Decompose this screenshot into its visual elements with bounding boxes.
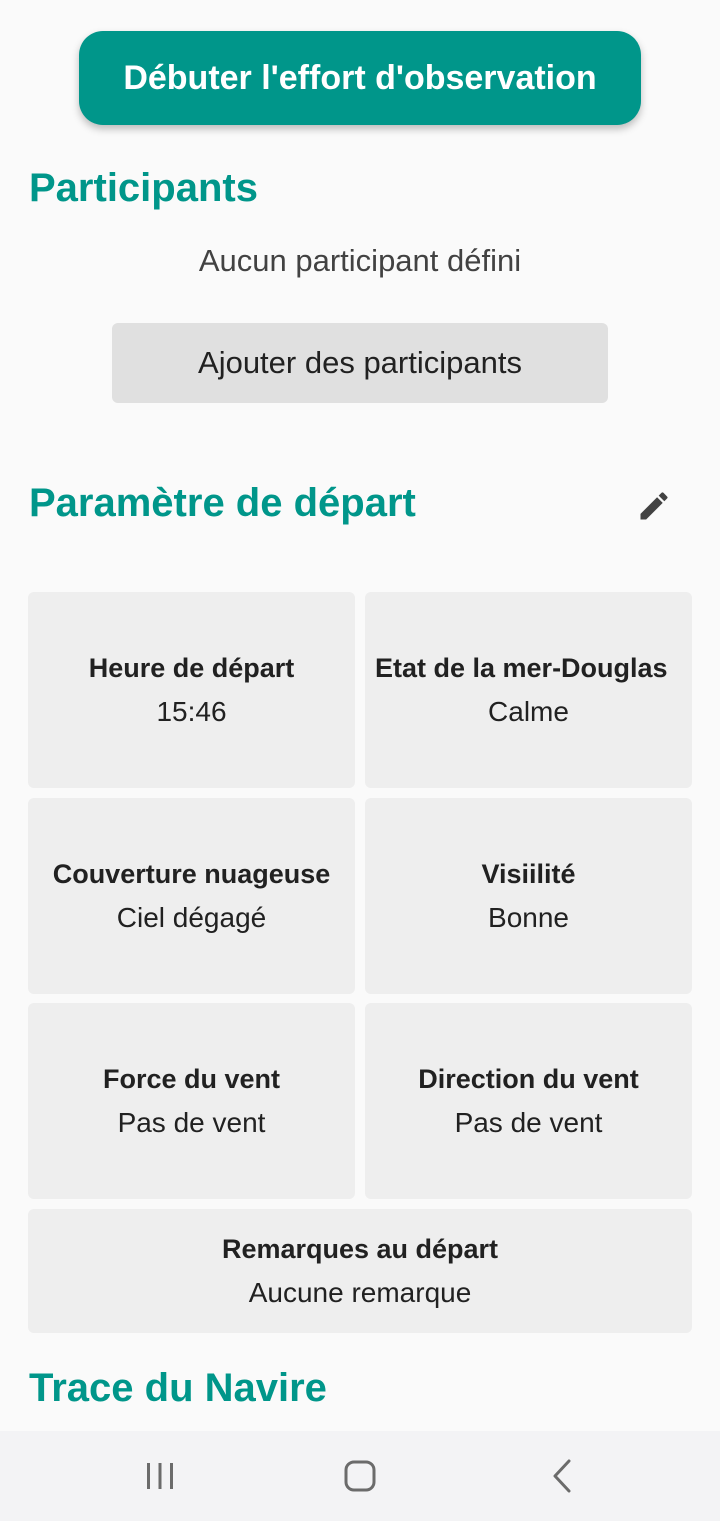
system-nav-bar (0, 1431, 720, 1521)
start-observation-button[interactable]: Débuter l'effort d'observation (79, 31, 641, 125)
participants-title: Participants (29, 166, 258, 210)
param-label: Couverture nuageuse (52, 859, 331, 889)
param-value: Bonne (488, 902, 569, 933)
param-value: 15:46 (156, 696, 227, 727)
param-label: Visiilité (481, 859, 576, 889)
param-value: Pas de vent (117, 1107, 266, 1138)
recent-apps-icon[interactable] (139, 1453, 181, 1499)
add-participants-button[interactable]: Ajouter des participants (112, 323, 608, 403)
pencil-icon[interactable] (636, 488, 672, 524)
param-value: Aucune remarque (248, 1277, 472, 1308)
param-value: Pas de vent (454, 1107, 603, 1138)
param-card-wind-direction[interactable] (365, 1003, 692, 1199)
no-participant-text: Aucun participant défini (198, 243, 522, 278)
param-card-wind-force[interactable] (28, 1003, 355, 1199)
param-label: Direction du vent (418, 1064, 639, 1094)
param-label: Heure de départ (88, 653, 295, 683)
home-icon[interactable] (337, 1453, 383, 1499)
param-label: Force du vent (102, 1064, 281, 1094)
vessel-track-title: Trace du Navire (29, 1366, 327, 1410)
back-icon[interactable] (540, 1453, 586, 1499)
param-card-departure-time[interactable] (28, 592, 355, 788)
param-card-visibility[interactable] (365, 798, 692, 994)
param-label: Remarques au départ (221, 1234, 499, 1264)
param-card-cloud-cover[interactable] (28, 798, 355, 994)
param-value: Calme (488, 696, 569, 727)
param-label: Etat de la mer-Douglas (375, 653, 668, 683)
start-params-title: Paramètre de départ (29, 481, 416, 525)
param-value: Ciel dégagé (116, 902, 267, 933)
param-card-departure-remarks[interactable] (28, 1209, 692, 1333)
param-card-sea-state[interactable] (365, 592, 692, 788)
